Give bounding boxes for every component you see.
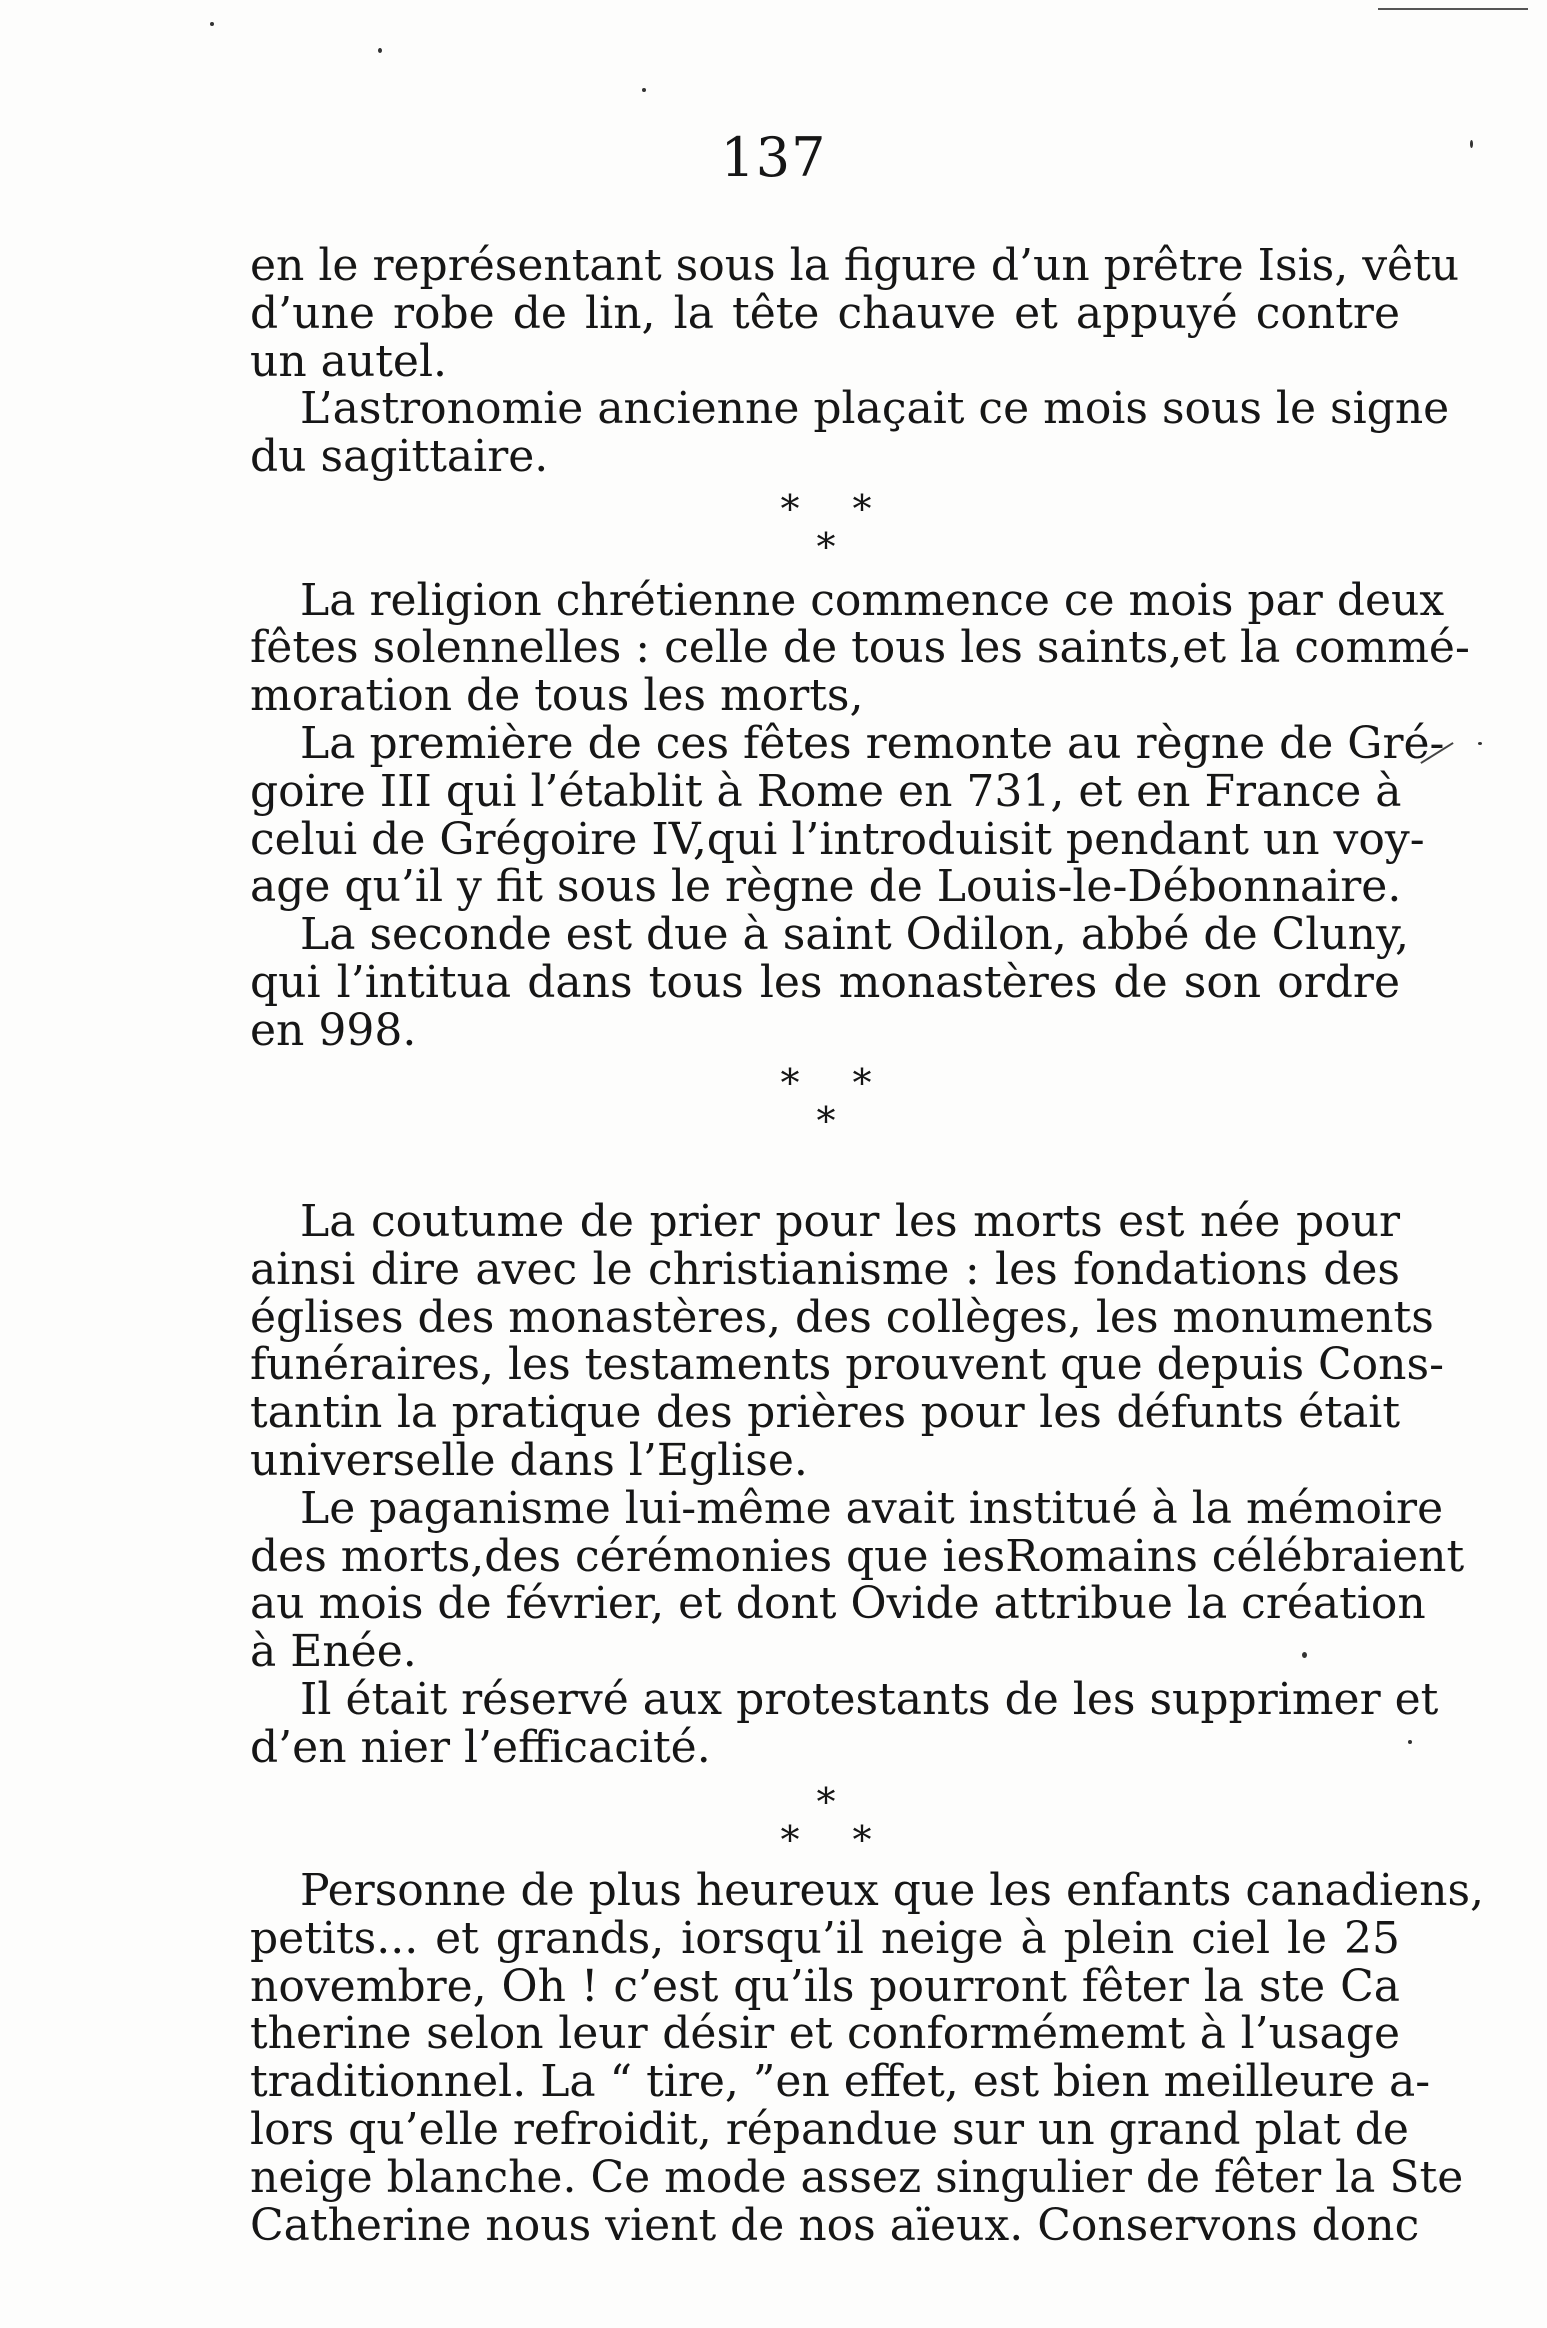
paragraph bbox=[250, 240, 1460, 387]
text-line: celui de Grégoire IV,qui l’introduisit pendant un voy- bbox=[250, 813, 1425, 865]
scan-speck bbox=[1408, 1740, 1412, 1744]
text-line: L’astronomie ancienne plaçait ce mois sous le signe bbox=[300, 383, 1450, 435]
text-line: Le paganisme lui-même avait institué à la mémoire bbox=[300, 1482, 1444, 1534]
text-line: lors qu’elle refroidit, répandue sur un grand plat de bbox=[250, 2104, 1409, 2156]
paragraph bbox=[250, 1673, 1439, 1773]
paragraph bbox=[250, 383, 1450, 483]
scan-speck bbox=[210, 22, 214, 26]
asterism-star: * bbox=[852, 1060, 872, 1105]
asterism-star: * bbox=[816, 1779, 836, 1824]
text-line: à Enée. bbox=[250, 1626, 417, 1678]
asterism-separator bbox=[250, 1772, 1400, 1868]
text-line: La coutume de prier pour les morts est née pour bbox=[300, 1195, 1400, 1247]
text-line: novembre, Oh ! c’est qu’ils pourront fêter la ste Ca bbox=[250, 1960, 1400, 2012]
asterism-separator bbox=[250, 1055, 1400, 1151]
body-text bbox=[250, 240, 1485, 2251]
text-line: age qu’il y fit sous le règne de Louis-le-Débonnaire. bbox=[250, 861, 1402, 913]
scan-speck bbox=[378, 48, 382, 53]
text-line: funéraires, les testaments prouvent que depuis Cons- bbox=[250, 1339, 1444, 1391]
paragraph bbox=[250, 1865, 1485, 2251]
asterism-star: * bbox=[780, 1060, 800, 1105]
text-line: au mois de février, et dont Ovide attribue la création bbox=[250, 1578, 1426, 1630]
paragraph bbox=[250, 1482, 1465, 1678]
paragraph bbox=[250, 1195, 1444, 1486]
paragraph bbox=[250, 717, 1445, 913]
text-line: fêtes solennelles : celle de tous les saints,et la commé- bbox=[250, 622, 1470, 674]
asterism-star: * bbox=[816, 1098, 836, 1143]
asterism-star: * bbox=[780, 1817, 800, 1862]
blank-line bbox=[250, 1150, 1400, 1198]
text-line: La première de ces fêtes remonte au règne de Gré- bbox=[300, 717, 1445, 769]
text-line: La religion chrétienne commence ce mois par deux bbox=[300, 574, 1445, 626]
text-line: en 998. bbox=[250, 1004, 417, 1056]
asterism-star: * bbox=[816, 524, 836, 569]
scan-speck bbox=[642, 88, 646, 92]
text-line: du sagittaire. bbox=[250, 431, 549, 483]
text-line: universelle dans l’Eglise. bbox=[250, 1434, 808, 1486]
text-line: églises des monastères, des collèges, les monuments bbox=[250, 1291, 1434, 1343]
text-line: un autel. bbox=[250, 335, 448, 387]
asterism-separator bbox=[250, 481, 1400, 577]
text-line: d’en nier l’efficacité. bbox=[250, 1721, 711, 1773]
asterism-star: * bbox=[852, 486, 872, 531]
paragraph bbox=[250, 574, 1470, 722]
text-line: neige blanche. Ce mode assez singulier de fêter la Ste bbox=[250, 2151, 1464, 2203]
text-line: La seconde est due à saint Odilon, abbé de Cluny, bbox=[300, 909, 1410, 961]
text-line: moration de tous les morts, bbox=[250, 670, 864, 722]
asterism-star: * bbox=[780, 486, 800, 531]
asterism-star: * bbox=[852, 1817, 872, 1862]
text-line: ainsi dire avec le christianisme : les fondations des bbox=[250, 1243, 1400, 1295]
scan-speck bbox=[1478, 742, 1482, 745]
paragraph bbox=[250, 909, 1410, 1056]
text-line: Il était réservé aux protestants de les supprimer et bbox=[300, 1673, 1439, 1725]
text-line: petits... et grands, iorsqu’il neige à plein ciel le 25 bbox=[250, 1912, 1400, 1964]
text-line: therine selon leur désir et conformémemt à l’usage bbox=[250, 2008, 1400, 2060]
text-line: Catherine nous vient de nos aïeux. Conservons donc bbox=[250, 2199, 1420, 2251]
page-number: 137 bbox=[720, 126, 827, 189]
text-line: tantin la pratique des prières pour les défunts était bbox=[250, 1387, 1400, 1439]
text-line: des morts,des cérémonies que iesRomains célébraient bbox=[250, 1530, 1465, 1582]
text-line: qui l’intitua dans tous les monastères de son ordre bbox=[250, 956, 1400, 1008]
text-line: traditionnel. La “ tire, ”en effet, est bien meilleure a- bbox=[250, 2056, 1431, 2108]
text-line: Personne de plus heureux que les enfants canadiens, bbox=[300, 1865, 1485, 1917]
text-line: goire III qui l’établit à Rome en 731, et en France à bbox=[250, 765, 1402, 817]
text-line: en le représentant sous la figure d’un prêtre Isis, vêtu bbox=[250, 240, 1460, 291]
scan-edge-line bbox=[1378, 8, 1528, 10]
text-line: d’une robe de lin, la tête chauve et appuyé contre bbox=[250, 287, 1400, 339]
